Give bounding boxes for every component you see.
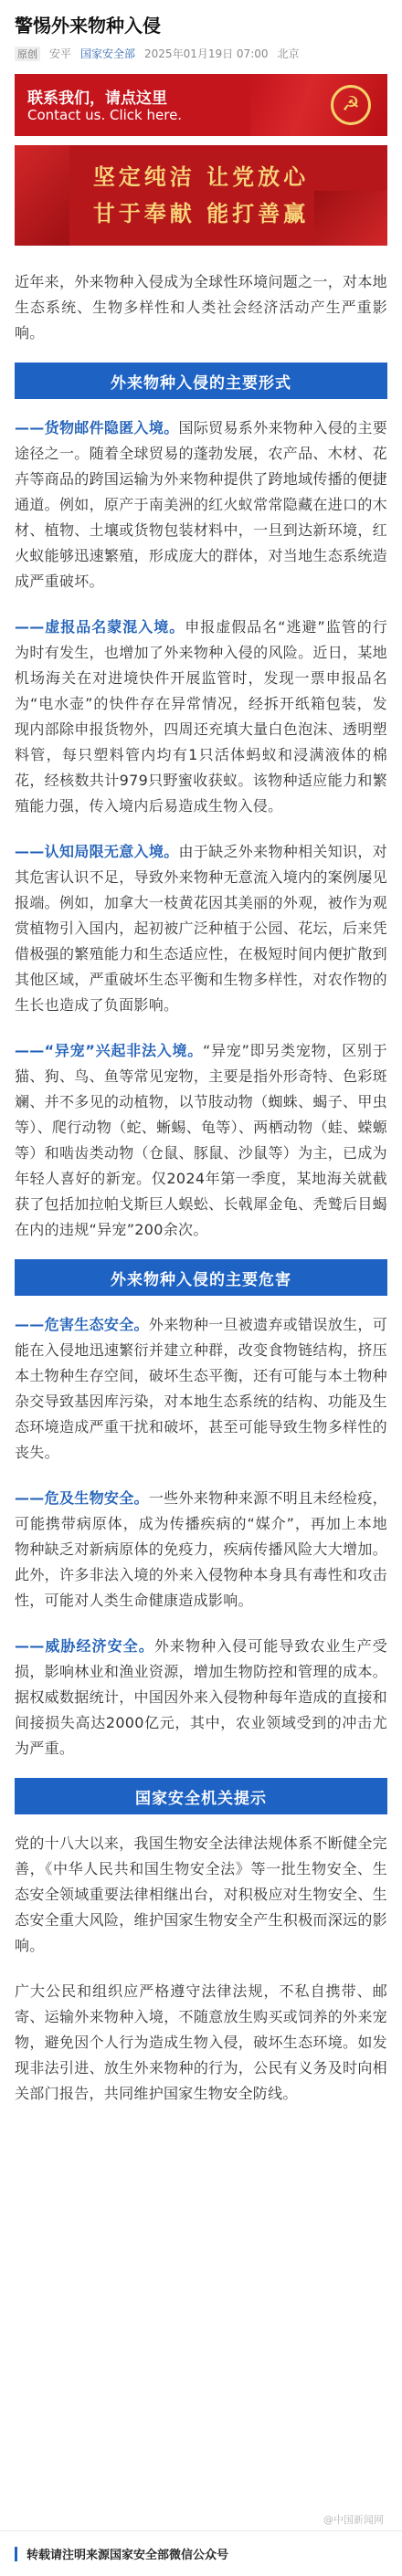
tips-paragraph-law: 党的十八大以来，我国生物安全法律法规体系不断健全完善，《中华人民共和国生物安全法》等一批生物安全、生态安全领域重要法律相继出台，对积极应对生物安全、生态安全重大风险，维护国家生物安全产生积极而深远的影响。 — [15, 1835, 387, 1954]
section-heading-forms: 外来物种入侵的主要形式 — [15, 363, 387, 399]
publish-location: 北京 — [277, 47, 300, 60]
harm-item-biosafety-lead: ——危及生物安全。 — [15, 1489, 149, 1507]
intro-paragraph: 近年来，外来物种入侵成为全球性环境问题之一，对本地生态系统、生物多样性和人类社会经济活动产生严重影响。 — [15, 273, 387, 342]
section-heading-tips: 国家安全机关提示 — [15, 1778, 387, 1814]
contact-us-banner[interactable] — [15, 74, 387, 136]
form-item-cargo-body: 国际贸易系外来物种入侵的主要途径之一。随着全球贸易的蓬勃发展，农产品、木材、花卉等商品的跨国运输为外来物种提供了跨地域传播的便捷通道。例如，原产于南美洲的红火蚁常常隐藏在进口的木材、植物、土壤或货物包装材料中，一旦到达新环境，红火蚁能够迅速繁殖，形成庞大的群体，对当地生态系统造成严重破坏。 — [15, 419, 387, 590]
slogan-ribbon-left — [15, 145, 69, 246]
author-name: 安平 — [49, 47, 72, 60]
news-watermark: @中国新闻网 — [323, 2514, 384, 2526]
form-item-cargo-lead: ——货物邮件隐匿入境。 — [15, 419, 179, 436]
form-item-exotic-pets — [0, 1038, 402, 1243]
harm-item-economy-lead: ——威胁经济安全。 — [15, 1637, 154, 1655]
slogan-line-2: 甘于奉献 能打善赢 — [92, 201, 310, 226]
form-item-unintentional-body: 由于缺乏外来物种相关知识，对其危害认识不足，导致外来物种无意流入境内的案例屡见报端。例如，加拿大一枝黄花因其美丽的外观，被作为观赏植物引入国内，起初被广泛种植于公园、花坛，后来凭借极强的繁殖能力和生态适应性，在极短时间内便扩散到其他区域，严重破坏生态平衡和生物多样性，对农作物的生长也造成了负面影响。 — [15, 843, 387, 1014]
form-item-cargo — [0, 415, 402, 594]
form-item-unintentional-lead: ——认知局限无意入境。 — [15, 843, 179, 860]
account-link[interactable]: 国家安全部 — [80, 47, 136, 60]
repost-notice: 转载请注明来源国家安全部微信公众号 — [26, 2549, 229, 2562]
harm-item-economy-body: 外来物种入侵可能导致农业生产受损，影响林业和渔业资源，增加生物防控和管理的成本。据权威数据统计，中国因外来入侵物种每年造成的直接和间接损失高达2000亿元，其中，农业领域受到的冲击尤为严重。 — [15, 1637, 387, 1757]
tips-paragraph-public: 广大公民和组织应严格遵守法律法规，不私自携带、邮寄、运输外来物种入境，不随意放生购买或饲养的外来宠物，避免因个人行为造成生物入侵，破坏生态环境。如发现非法引进、放生外来物种的行为，公民有义务及时向相关部门报告，共同维护国家生物安全防线。 — [15, 1982, 387, 2102]
harm-item-biosafety-body: 一些外来物种来源不明且未经检疫，可能携带病原体，成为传播疾病的“媒介”，再加上本地物种缺乏对新病原体的免疫力，疾病传播风险大大增加。此外，许多非法入境的外来入侵物种本身具有毒性和攻击性，可能对人类生命健康造成影响。 — [15, 1489, 387, 1609]
form-item-exotic-pets-body: “异宠”即另类宠物，区别于猫、狗、鸟、鱼等常见宠物，主要是指外形奇特、色彩斑斓、并不多见的动植物，以节肢动物（蜘蛛、蝎子、甲虫等）、爬行动物（蛇、蜥蜴、龟等）、两栖动物（蛙、蝾螈等）和啮齿类动物（仓鼠、豚鼠、沙鼠等）为主，已成为年轻人喜好的新宠。仅2024年第一季度，某地海关就截获了包括加拉帕戈斯巨人蜈蚣、长戟犀金龟、秃鹫后目蝎在内的违规“异宠”200余次。 — [15, 1042, 387, 1238]
party-emblem-icon: ☭ — [331, 85, 371, 125]
form-item-false-declaration-lead: ——虚报品名蒙混入境。 — [15, 618, 185, 636]
article-title: 警惕外来物种入侵 — [15, 15, 161, 37]
harm-item-biosafety — [0, 1486, 402, 1614]
form-item-false-declaration-body: 申报虚假品名“逃避”监管的行为时有发生，也增加了外来物种入侵的风险。近日，某地机场海关在对进境快件开展监管时，发现一票申报品名为“电水壶”的快件存在异常情况，经拆开纸箱包装，发现内部除申报货物外，四周还充填大量白色泡沫、透明塑料管，每只塑料管内均有1只活体蚂蚁和浸满液体的棉花，经核数共计979只野蜜收获蚁。该物种适应能力和繁殖能力强，传入境内后易造成生物入侵。 — [15, 618, 387, 815]
slogan-ribbon-right — [314, 191, 387, 246]
slogan-banner — [15, 145, 387, 246]
repost-footer — [0, 2530, 402, 2576]
harm-item-ecology — [0, 1312, 402, 1466]
footer-accent-bar — [15, 2547, 17, 2561]
harm-item-economy — [0, 1634, 402, 1761]
form-item-false-declaration — [0, 615, 402, 819]
contact-banner-subtitle: Contact us. Click here. — [27, 107, 183, 123]
harm-item-ecology-body: 外来物种一旦被遗弃或错误放生，可能在入侵地迅速繁衍并建立种群，改变食物链结构，挤压本土物种生存空间，破坏生态平衡，还有可能与本土物种杂交导致基因库污染，对本地生态系统的结构、功能及生态环境造成严重干扰和破坏，甚至可能导致生物多样性的丧失。 — [15, 1316, 387, 1461]
original-tag: 原创 — [15, 47, 40, 61]
section-heading-harms: 外来物种入侵的主要危害 — [15, 1259, 387, 1296]
slogan-line-1: 坚定纯洁 让党放心 — [92, 164, 310, 190]
publish-time: 2025年01月19日 07:00 — [144, 47, 269, 60]
form-item-exotic-pets-lead: ——“异宠”兴起非法入境。 — [15, 1042, 203, 1059]
article-meta — [0, 44, 402, 74]
contact-banner-title: 联系我们，请点这里 — [27, 89, 167, 108]
harm-item-ecology-lead: ——危害生态安全。 — [15, 1316, 149, 1333]
form-item-unintentional — [0, 839, 402, 1018]
